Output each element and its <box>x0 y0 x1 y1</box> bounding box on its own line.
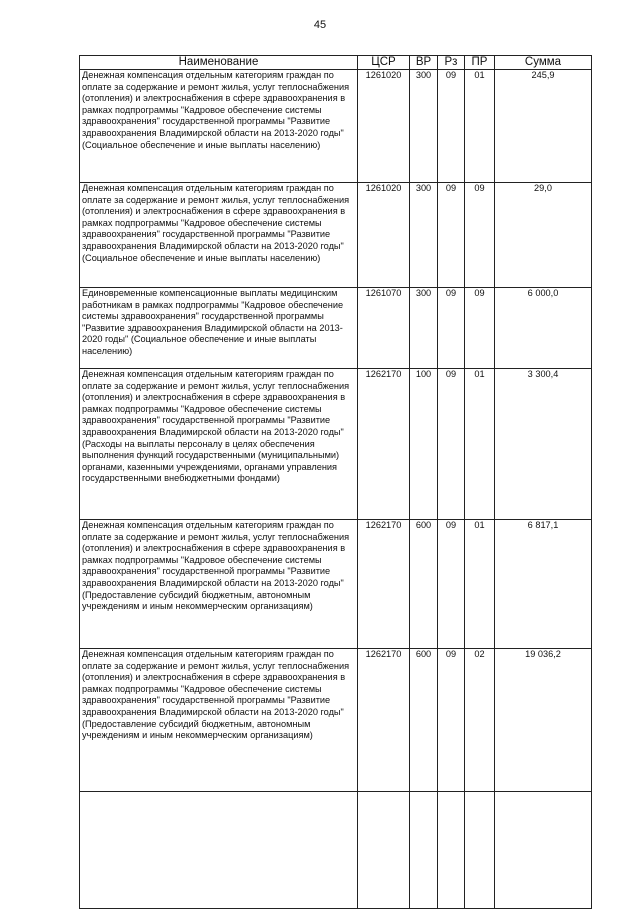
table-row <box>80 649 592 792</box>
cell-pr: 01 <box>465 369 495 520</box>
header-csr: ЦСР <box>358 56 410 70</box>
cell-rz: 09 <box>438 70 465 183</box>
cell-csr: 1261020 <box>358 70 410 183</box>
cell-vr: 300 <box>410 288 438 369</box>
cell-name: Денежная компенсация отдельным категориям граждан по оплате за содержание и ремонт жилья, услуг теплоснабжения (отопления) и электроснабжения в сфере здравоохранения в рамках подпрограммы "Кадровое обеспечение системы здравоохранения" государственной программы "Развитие здравоохранения Владимирской области на 2013-2020 годы" (Социальное обеспечение и иные выплаты населению) <box>80 183 358 288</box>
cell-csr <box>358 792 410 909</box>
cell-pr: 02 <box>465 649 495 792</box>
header-name: Наименование <box>80 56 358 70</box>
cell-csr: 1262170 <box>358 520 410 649</box>
cell-pr: 01 <box>465 520 495 649</box>
cell-vr <box>410 792 438 909</box>
cell-sum: 29,0 <box>495 183 592 288</box>
cell-sum: 19 036,2 <box>495 649 592 792</box>
cell-sum: 245,9 <box>495 70 592 183</box>
cell-vr: 600 <box>410 649 438 792</box>
cell-csr: 1262170 <box>358 649 410 792</box>
cell-name <box>80 792 358 909</box>
cell-rz <box>438 792 465 909</box>
cell-csr: 1261020 <box>358 183 410 288</box>
cell-vr: 600 <box>410 520 438 649</box>
cell-pr: 09 <box>465 288 495 369</box>
cell-sum: 3 300,4 <box>495 369 592 520</box>
cell-pr <box>465 792 495 909</box>
cell-vr: 100 <box>410 369 438 520</box>
header-pr: ПР <box>465 56 495 70</box>
cell-name: Денежная компенсация отдельным категориям граждан по оплате за содержание и ремонт жилья, услуг теплоснабжения (отопления) и электроснабжения в сфере здравоохранения в рамках подпрограммы "Кадровое обеспечение системы здравоохранения" государственной программы "Развитие здравоохранения Владимирской области на 2013-2020 годы" (Расходы на выплаты персоналу в целях обеспечения выполнения функций государственными (муниципальными) органами, казенными учреждениями, органами управления государственными внебюджетными фондами) <box>80 369 358 520</box>
table-row-empty <box>80 792 592 909</box>
cell-name: Единовременные компенсационные выплаты медицинским работникам в рамках подпрограммы "Кадровое обеспечение системы здравоохранения" государственной программы "Развитие здравоохранения Владимирской области на 2013-2020 годы" (Социальное обеспечение и иные выплаты населению) <box>80 288 358 369</box>
cell-csr: 1261070 <box>358 288 410 369</box>
page-number: 45 <box>313 19 327 31</box>
table-row <box>80 183 592 288</box>
table-row <box>80 70 592 183</box>
cell-rz: 09 <box>438 183 465 288</box>
cell-name: Денежная компенсация отдельным категориям граждан по оплате за содержание и ремонт жилья, услуг теплоснабжения (отопления) и электроснабжения в сфере здравоохранения в рамках подпрограммы "Кадровое обеспечение системы здравоохранения" государственной программы "Развитие здравоохранения Владимирской области на 2013-2020 годы" (Социальное обеспечение и иные выплаты населению) <box>80 70 358 183</box>
table-row <box>80 369 592 520</box>
cell-rz: 09 <box>438 649 465 792</box>
cell-csr: 1262170 <box>358 369 410 520</box>
cell-sum: 6 000,0 <box>495 288 592 369</box>
cell-pr: 09 <box>465 183 495 288</box>
header-sum: Сумма <box>495 56 592 70</box>
header-vr: ВР <box>410 56 438 70</box>
cell-pr: 01 <box>465 70 495 183</box>
budget-table <box>79 55 592 909</box>
table-header-row <box>80 56 592 70</box>
header-rz: Рз <box>438 56 465 70</box>
cell-sum <box>495 792 592 909</box>
cell-name: Денежная компенсация отдельным категориям граждан по оплате за содержание и ремонт жилья, услуг теплоснабжения (отопления) и электроснабжения в сфере здравоохранения в рамках подпрограммы "Кадровое обеспечение системы здравоохранения" государственной программы "Развитие здравоохранения Владимирской области на 2013-2020 годы" (Предоставление субсидий бюджетным, автономным учреждениям и иным некоммерческим организациям) <box>80 649 358 792</box>
table-row <box>80 520 592 649</box>
table-row <box>80 288 592 369</box>
cell-vr: 300 <box>410 183 438 288</box>
cell-rz: 09 <box>438 288 465 369</box>
cell-rz: 09 <box>438 520 465 649</box>
cell-vr: 300 <box>410 70 438 183</box>
cell-sum: 6 817,1 <box>495 520 592 649</box>
cell-name: Денежная компенсация отдельным категориям граждан по оплате за содержание и ремонт жилья, услуг теплоснабжения (отопления) и электроснабжения в сфере здравоохранения в рамках подпрограммы "Кадровое обеспечение системы здравоохранения" государственной программы "Развитие здравоохранения Владимирской области на 2013-2020 годы" (Предоставление субсидий бюджетным, автономным учреждениям и иным некоммерческим организациям) <box>80 520 358 649</box>
cell-rz: 09 <box>438 369 465 520</box>
